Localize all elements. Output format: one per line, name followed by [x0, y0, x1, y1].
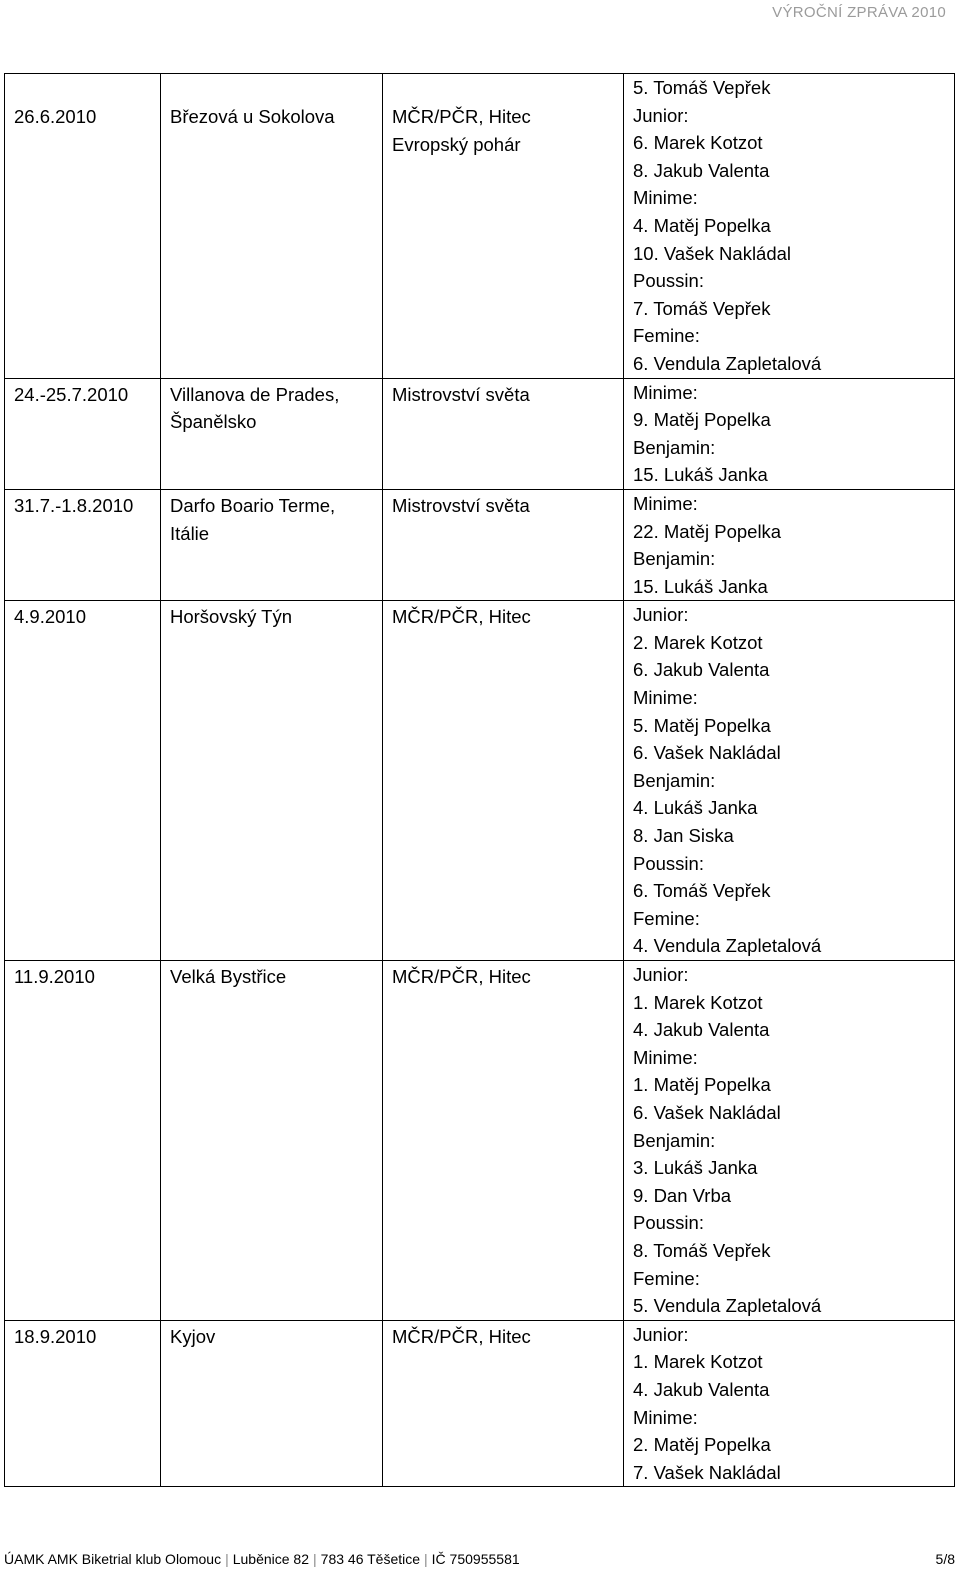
rider-result: 5. Tomáš Vepřek — [633, 77, 771, 98]
category-label: Minime: — [633, 687, 698, 709]
rider-result: 9. Matěj Popelka — [633, 409, 771, 431]
category-label: Femine: — [633, 1267, 700, 1289]
category-label: Benjamin: — [633, 548, 716, 570]
page-footer — [4, 1551, 955, 1567]
rider-result: 8. Tomáš Vepřek — [633, 1239, 771, 1261]
rider-result: 22. Matěj Popelka — [633, 520, 782, 542]
category-label: Benjamin: — [633, 769, 716, 791]
footer-street: Luběnice 82 — [232, 1551, 310, 1567]
category-label: Minime: — [633, 1046, 698, 1068]
rider-result: 1. Marek Kotzot — [633, 991, 763, 1013]
results-cell — [624, 489, 955, 600]
results-cell — [624, 601, 955, 961]
event-date: 26.6.2010 — [14, 106, 97, 127]
event-place: Španělsko — [170, 411, 257, 433]
event-cell — [383, 1320, 624, 1487]
event-place: Březová u Sokolova — [170, 106, 335, 127]
rider-result: 1. Matěj Popelka — [633, 1074, 771, 1096]
rider-result: 6. Jakub Valenta — [633, 659, 770, 681]
rider-result: 6. Vašek Nakládal — [633, 1101, 781, 1123]
event-cell — [383, 961, 624, 1321]
date-cell — [5, 601, 161, 961]
category-label: Minime: — [633, 187, 698, 209]
rider-result: 4. Vendula Zapletalová — [633, 935, 822, 957]
place-cell — [161, 74, 383, 379]
category-label: Junior: — [633, 964, 689, 985]
page-number: 5/8 — [935, 1551, 955, 1567]
category-label: Junior: — [633, 1323, 689, 1345]
results-cell — [624, 961, 955, 1321]
category-label: Poussin: — [633, 852, 704, 874]
event-place: Velká Bystřice — [170, 966, 287, 987]
rider-result: 4. Matěj Popelka — [633, 214, 771, 236]
result-row — [5, 601, 955, 961]
rider-result: 8. Jan Siska — [633, 825, 734, 847]
category-label: Benjamin: — [633, 436, 716, 458]
results-cell — [624, 1320, 955, 1487]
event-place: Villanova de Prades, — [170, 383, 340, 405]
result-row — [5, 1320, 955, 1487]
event-place: Horšovský Týn — [170, 606, 292, 628]
result-row — [5, 74, 955, 379]
footer-separator: | — [424, 1551, 428, 1567]
date-cell — [5, 74, 161, 379]
date-cell — [5, 961, 161, 1321]
date-cell — [5, 489, 161, 600]
rider-result: 2. Matěj Popelka — [633, 1434, 771, 1456]
event-date: 24.-25.7.2010 — [14, 383, 129, 405]
document-header: VÝROČNÍ ZPRÁVA 2010 — [772, 4, 946, 21]
event-cell — [383, 378, 624, 489]
rider-result: 6. Marek Kotzot — [633, 132, 763, 154]
date-cell — [5, 1320, 161, 1487]
event-name: MČR/PČR, Hitec — [392, 966, 531, 987]
event-name: MČR/PČR, Hitec — [392, 606, 531, 628]
event-date: 31.7.-1.8.2010 — [14, 494, 134, 516]
rider-result: 1. Marek Kotzot — [633, 1351, 763, 1373]
rider-result: 15. Lukáš Janka — [633, 464, 768, 486]
footer-ico: IČ 750955581 — [431, 1551, 520, 1567]
result-row — [5, 961, 955, 1321]
date-cell — [5, 378, 161, 489]
event-name: MČR/PČR, Hitec — [392, 1325, 531, 1347]
category-label: Junior: — [633, 104, 689, 126]
rider-result: 6. Tomáš Vepřek — [633, 880, 771, 902]
rider-result: 7. Tomáš Vepřek — [633, 297, 771, 319]
result-row — [5, 489, 955, 600]
results-table — [4, 73, 955, 1487]
event-cell — [383, 489, 624, 600]
rider-result: 15. Lukáš Janka — [633, 575, 768, 597]
event-date: 4.9.2010 — [14, 606, 87, 628]
rider-result: 10. Vašek Nakládal — [633, 242, 792, 264]
place-cell — [161, 489, 383, 600]
footer-city: 783 46 Těšetice — [320, 1551, 421, 1567]
rider-result: 2. Marek Kotzot — [633, 631, 763, 653]
event-name: Mistrovství světa — [392, 383, 530, 405]
category-label: Femine: — [633, 325, 700, 347]
event-name: Mistrovství světa — [392, 494, 530, 516]
place-cell — [161, 378, 383, 489]
category-label: Minime: — [633, 381, 698, 403]
category-label: Junior: — [633, 604, 689, 626]
category-label: Poussin: — [633, 1212, 704, 1234]
rider-result: 5. Matěj Popelka — [633, 714, 771, 736]
event-place: Kyjov — [170, 1325, 216, 1347]
rider-result: 5. Vendula Zapletalová — [633, 1295, 822, 1317]
results-cell — [624, 378, 955, 489]
footer-address — [4, 1551, 520, 1567]
event-name: Evropský pohár — [392, 133, 521, 155]
rider-result: 4. Jakub Valenta — [633, 1019, 770, 1041]
event-place: Itálie — [170, 522, 210, 544]
place-cell — [161, 601, 383, 961]
event-cell — [383, 601, 624, 961]
category-label: Minime: — [633, 492, 698, 514]
event-cell — [383, 74, 624, 379]
rider-result: 4. Lukáš Janka — [633, 797, 758, 819]
category-label: Femine: — [633, 907, 700, 929]
rider-result: 9. Dan Vrba — [633, 1184, 732, 1206]
rider-result: 6. Vašek Nakládal — [633, 742, 781, 764]
rider-result: 6. Vendula Zapletalová — [633, 352, 822, 374]
footer-separator: | — [225, 1551, 229, 1567]
place-cell — [161, 961, 383, 1321]
rider-result: 7. Vašek Nakládal — [633, 1461, 781, 1483]
place-cell — [161, 1320, 383, 1487]
category-label: Poussin: — [633, 270, 704, 292]
results-table-body — [5, 74, 955, 1487]
rider-result: 8. Jakub Valenta — [633, 159, 770, 181]
rider-result: 3. Lukáš Janka — [633, 1157, 758, 1179]
footer-org: ÚAMK AMK Biketrial klub Olomouc — [4, 1551, 222, 1567]
footer-separator: | — [313, 1551, 317, 1567]
results-cell — [624, 74, 955, 379]
category-label: Minime: — [633, 1406, 698, 1428]
event-place: Darfo Boario Terme, — [170, 494, 336, 516]
event-date: 11.9.2010 — [14, 966, 95, 987]
rider-result: 4. Jakub Valenta — [633, 1378, 770, 1400]
event-name: MČR/PČR, Hitec — [392, 106, 531, 127]
category-label: Benjamin: — [633, 1129, 716, 1151]
result-row — [5, 378, 955, 489]
event-date: 18.9.2010 — [14, 1325, 97, 1347]
